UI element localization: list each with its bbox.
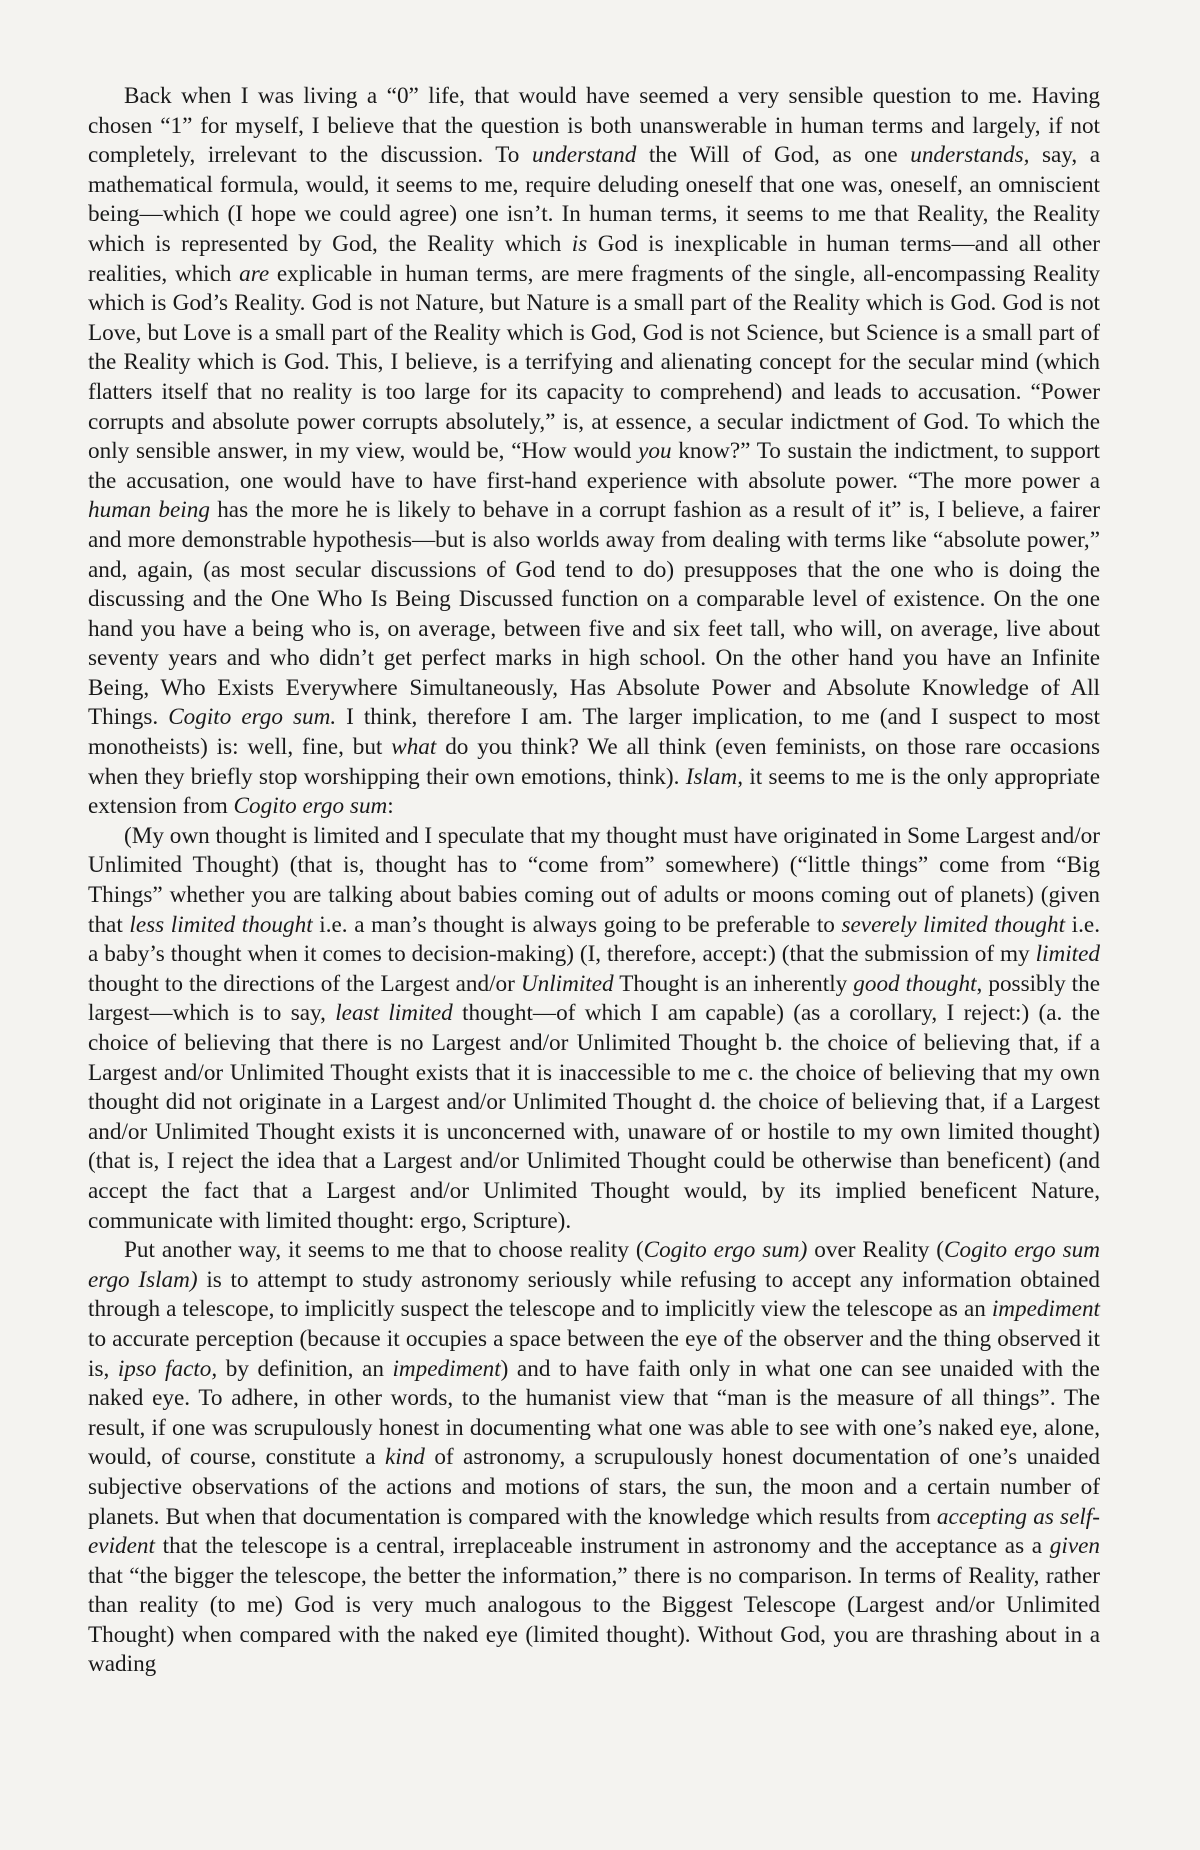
text-run: that “the bigger the telescope, the better the information,” there is no comparison. In terms of Reality, rather than reality (to me) God is very much analogous to the Biggest Telescope (Largest and/or Unlimited Thought) when compared with the naked eye (limited thought). Without God, you are thrashing about in a wading xyxy=(88,1562,1100,1678)
text-run: thought—of which I am capable) (as a corollary, I reject:) (a. the choice of believing that there is no Largest and/or Unlimited Thought b. the choice of believing that, if a Largest and/or Unlimited Thought exists that it is inaccessible to me c. the choice of believing that my own thought did not originate in a Largest and/or Unlimited Thought d. the choice of believing that, if a Largest and/or Unlimited Thought exists it is unconcerned with, unaware of or hostile to my own limited thought) (that is, I reject the idea that a Largest and/or Unlimited Thought could be otherwise than beneficent) (and accept the fact that a Largest and/or Unlimited Thought would, by its implied beneficent Nature, communicate with limited thought: ergo, Scripture). xyxy=(88,1000,1100,1234)
text-run: know?” To sustain the indictment, to support the accusation, one would have to have first-hand experience with absolute power. “The more power a xyxy=(88,438,1100,494)
italic-text: impediment xyxy=(991,1296,1100,1323)
text-run: i.e. a baby’s thought when it comes to decision-making) (I, therefore, accept:) (that the submission of my xyxy=(88,911,1101,968)
italic-text: Unlimited xyxy=(520,970,614,997)
text-run: explicable in human terms, are mere fragments of the single, all-encompassing Reality which is God’s Reality. God is not Nature, but Nature is a small part of the Reality which is God. God is not Love, but Love is a small part of the Reality which is God, God is not Science, but Science is a small part of the Reality which is God. This, I believe, is a terrifying and alienating concept for the secular mind (which flatters itself that no reality is too large for its capacity to comprehend) and leads to accusation. “Power corrupts and absolute power corrupts absolutely,” is, at essence, a secular indictment of God. To which the only sensible answer, in my view, would be, “How would xyxy=(88,260,1100,465)
italic-text: impediment xyxy=(392,1355,501,1382)
italic-text: Cogito ergo sum. xyxy=(168,704,337,731)
text-run: God is inexplicable in human terms—and all other realities, which xyxy=(88,230,1101,287)
text-run: is to attempt to study astronomy seriously while refusing to accept any information obtained through a telescope, to implicitly suspect the telescope and to implicitly view the telescope as an xyxy=(88,1266,1100,1323)
text-run: by definition, an xyxy=(217,1355,393,1382)
italic-text: is xyxy=(571,230,588,257)
italic-text: what xyxy=(391,734,437,761)
text-run: say, a mathematical formula, would, it seems to me, require deluding oneself that one was, oneself, an omniscient being—which (I hope we could agree) one isn’t. In human terms, it seems to me that Reality, the Reality which is represented by God, the Reality which xyxy=(88,142,1100,257)
italic-text: severely limited thought xyxy=(841,911,1066,938)
italic-text: ipso facto, xyxy=(117,1355,218,1382)
text-run: do you think? We all think (even feminists, on those rare occasions when they briefly stop worshipping their own emotions, think). xyxy=(88,734,1101,790)
italic-text: are xyxy=(239,260,270,287)
text-run: i.e. a man’s thought is always going to be preferable to xyxy=(312,911,842,938)
italic-text: understand xyxy=(531,142,637,169)
italic-text: kind xyxy=(384,1444,425,1471)
paragraph-3 xyxy=(88,1236,1100,1680)
text-run: of astronomy, a scrupulously honest documentation of one’s unaided subjective observations of the actions and motions of stars, the sun, the moon and a certain number of planets. But when that documentation is compared with the knowledge which results from xyxy=(88,1444,1101,1530)
italic-text: understands, xyxy=(910,142,1030,169)
text-run: Back when I was living a “0” life, that would have seemed a very sensible question to me. Having chosen “1” for myself, I believe that the question is both unanswerable in human terms and largely, if not completely, irrelevant to the discussion. To xyxy=(88,83,1100,169)
text-run: Thought is an inherently xyxy=(613,970,854,997)
text-run: the Will of God, as one xyxy=(636,142,911,169)
paragraph-2 xyxy=(88,822,1100,1236)
italic-text: less limited thought xyxy=(129,911,313,938)
paragraph-1 xyxy=(88,82,1100,822)
text-run: Put another way, it seems to me that to choose reality ( xyxy=(124,1237,644,1264)
document-page xyxy=(88,82,1100,1680)
italic-text: least limited xyxy=(335,1000,453,1027)
text-run: ) and to have faith only in what one can see unaided with the naked eye. To adhere, in other words, to the humanist view that “man is the measure of all things”. The result, if one was scrupulously honest in documenting what one was able to see with one’s naked eye, alone, would, of course, constitute a xyxy=(88,1355,1100,1471)
text-run: over Reality ( xyxy=(807,1237,945,1264)
text-run: (My own thought is limited and I speculate that my thought must have originated in Some Largest and/or Unlimited Thought) (that is, thought has to “come from” somewhere) (“little things” come from “Big Things” whether you are talking about babies coming out of adults or moons coming out of planets) (given that xyxy=(88,822,1100,938)
italic-text: accepting as self-evident xyxy=(88,1503,1100,1560)
text-run: that the telescope is a central, irreplaceable instrument in astronomy and the acceptance as a xyxy=(154,1533,1050,1560)
italic-text: limited xyxy=(1035,941,1100,968)
text-run: , possibly the largest—which is to say, xyxy=(88,970,1101,1027)
italic-text: good thought xyxy=(853,970,977,997)
italic-text: human being xyxy=(88,497,210,524)
text-run: thought to the directions of the Largest and/or xyxy=(88,970,521,997)
text-run: to accurate perception (because it occupies a space between the eye of the observer and the thing observed it is, xyxy=(88,1325,1100,1382)
italic-text: given xyxy=(1049,1533,1100,1560)
italic-text: Cogito ergo sum ergo Islam) xyxy=(88,1237,1101,1293)
italic-text: Cogito ergo sum xyxy=(233,793,388,820)
text-run: has the more he is likely to behave in a corrupt fashion as a result of it” is, I believe, a fairer and more demonstrable hypothesis—but is also worlds away from dealing with terms like “absolute power,” and, again, (as most secular discussions of God tend to do) presupposes that the one who is doing the discussing and the One Who Is Being Discussed function on a comparable level of existence. On the one hand you have a being who is, on average, between five and six feet tall, who will, on average, live about seventy years and who didn’t get perfect marks in high school. On the other hand you have an Infinite Being, Who Exists Everywhere Simultaneously, Has Absolute Power and Absolute Knowledge of All Things. xyxy=(88,497,1101,731)
italic-text: Cogito ergo sum) xyxy=(643,1237,808,1264)
text-run: : xyxy=(387,793,394,820)
italic-text: you xyxy=(638,438,672,465)
text-run: it seems to me is the only appropriate extension from xyxy=(88,763,1100,820)
text-run: I think, therefore I am. The larger implication, to me (and I suspect to most monotheists) is: well, fine, but xyxy=(88,704,1101,761)
italic-text: Islam, xyxy=(685,763,744,790)
